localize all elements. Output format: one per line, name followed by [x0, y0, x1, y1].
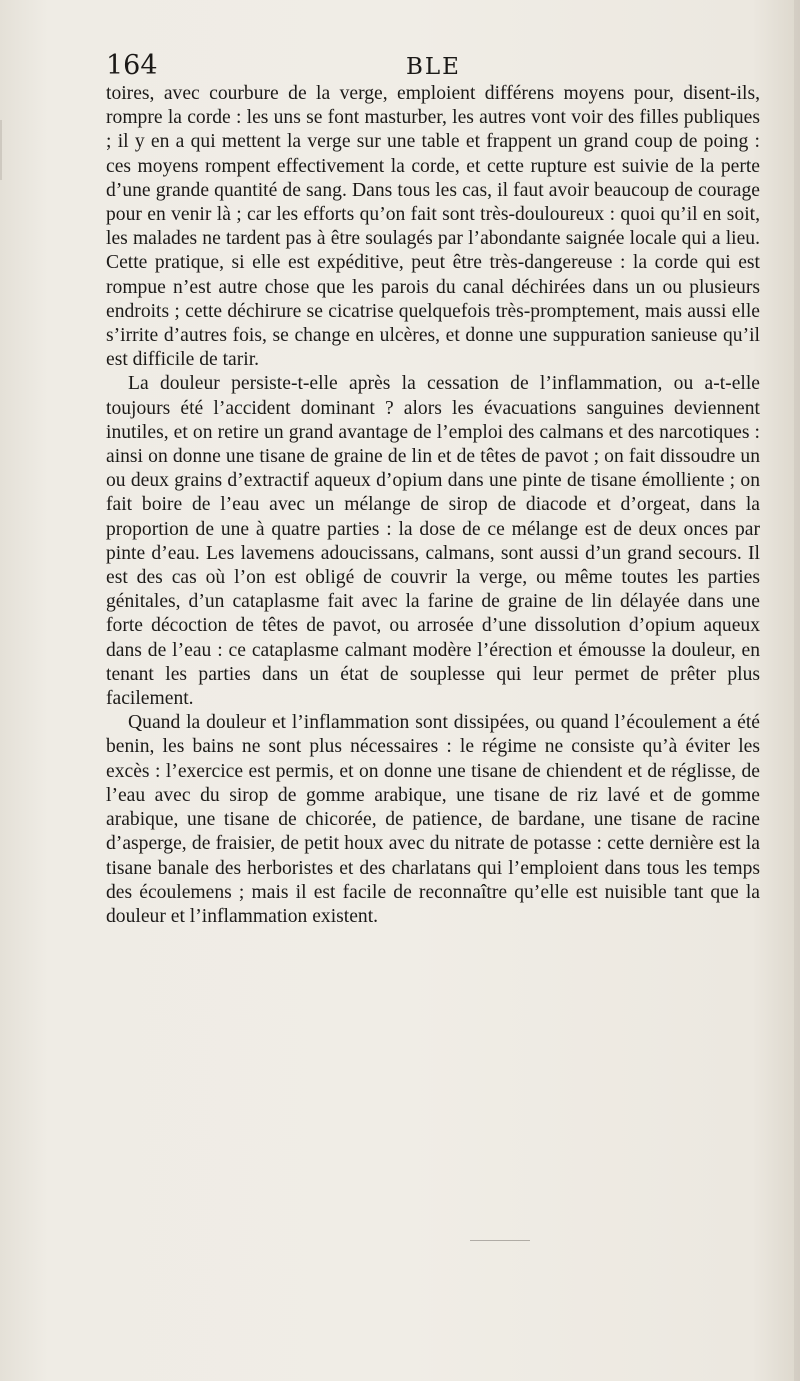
page-edge-mark	[0, 120, 2, 180]
paragraph: Quand la douleur et l’inflammation sont dissipées, ou quand l’écoulement a été benin, les bains ne sont plus nécessaires : le régime ne consiste qu’à éviter les excès : l’exercice est permis, et on donne une tisane de chiendent et de réglisse, de l’eau avec du sirop de gomme arabique, une tisane de riz lavé et de gomme arabique, une tisane de chicorée, de patience, de bardane, une tisane de racine d’asperge, de fraisier, de petit houx avec du nitrate de potasse : cette dernière est la tisane banale des herboristes et des charlatans qui l’emploient dans tous les temps des écoulemens ; mais il est facile de reconnaître qu’elle est nuisible tant que la douleur et l’inflammation existent.	[106, 712, 760, 927]
body-text	[106, 82, 760, 929]
running-head: BLE	[406, 54, 461, 80]
page-number: 164	[106, 50, 158, 81]
paragraph-continuation: toires, avec courbure de la verge, emploient différens moyens pour, disent-ils, rompre la corde : les uns se font masturber, les autres vont voir des filles publiques ; il y en a qui mettent la verge sur une table et frappent un grand coup de poing : ces moyens rompent effectivement la corde, et cette rupture est suivie de la perte d’une grande quantité de sang. Dans tous les cas, il faut avoir beaucoup de courage pour en venir là ; car les efforts qu’on fait sont très-douloureux : quoi qu’il en soit, les malades ne tardent pas à être soulagés par l’abondante saignée locale qui a lieu. Cette pratique, si elle est expéditive, peut être très-dangereuse : la corde qui est rompue n’est autre chose que les parois du canal déchirées dans un ou plusieurs endroits ; cette déchirure se cicatrise quelquefois très-promptement, mais aussi elle s’irrite d’autres fois, se change en ulcères, et donne une suppuration sanieuse qu’il est difficile de tarir.	[106, 83, 760, 371]
page-header	[106, 50, 764, 84]
page-edge-shadow	[794, 0, 800, 1381]
paragraph: La douleur persiste-t-elle après la cessation de l’inflammation, ou a-t-elle toujours été l’accident dominant ? alors les évacuations sanguines deviennent inutiles, et on retire un grand avantage de l’emploi des calmans et des narcotiques : ainsi on donne une tisane de graine de lin et de têtes de pavot ; on fait dissoudre un ou deux grains d’extractif aqueux d’opium dans une pinte de tisane émolliente ; on fait boire de l’eau avec un mélange de sirop de diacode et d’orgeat, dans la proportion de une à quatre parties : la dose de ce mélange est de deux onces par pinte d’eau. Les lavemens adoucissans, calmans, sont aussi d’un grand secours. Il est des cas où l’on est obligé de couvrir la verge, ou même toutes les parties génitales, d’un cataplasme fait avec la farine de graine de lin délayée dans une forte décoction de têtes de pavot, ou arrosée d’une dissolution d’opium aqueux dans de l’eau : ce cataplasme calmant modère l’érection et émousse la douleur, en tenant les parties dans un état de souplesse qui leur permet de prêter plus facilement.	[106, 373, 760, 710]
footer-rule	[470, 1240, 530, 1241]
